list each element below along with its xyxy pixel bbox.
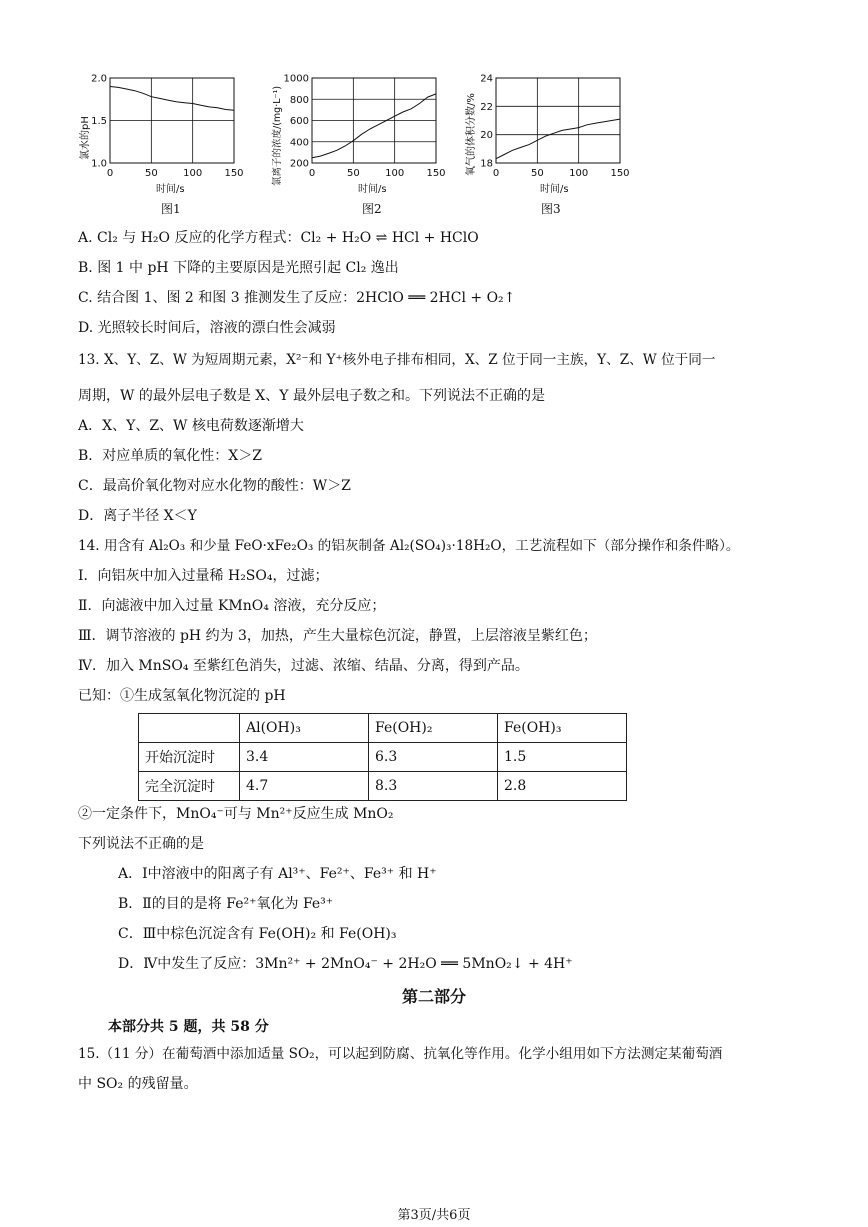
chart-3-ytick-label: 18 [480,158,493,170]
chart-3-plot-frame [496,78,620,163]
chart-2-xtick-label: 150 [426,168,446,179]
q14-option-d: D．Ⅳ中发生了反应：3Mn²⁺ + 2MnO₄⁻ + 2H₂O ══ 5MnO₂↓ + 4H⁺ [118,956,573,972]
part-2-title: 第二部分 [401,987,466,1006]
figure-3 [462,68,632,202]
chart-3-series-line [496,119,620,159]
chart-chloride [268,68,448,198]
table-cell: 开始沉淀时 [139,743,240,772]
q14-option-c: C．Ⅲ中棕色沉淀含有 Fe(OH)₂ 和 Fe(OH)₃ [118,926,397,942]
q15-line-1: 15.（11 分）在葡萄酒中添加适量 SO₂，可以起到防腐、抗氧化等作用。化学小组用如下方法测定某葡萄酒 [78,1046,723,1062]
chart-1-ytick-label: 1.5 [91,116,107,127]
q12-option-c: C. 结合图 1、图 2 和图 3 推测发生了反应：2HClO ══ 2HCl + O₂↑ [78,290,516,306]
chart-1-xlabel: 时间/s [156,184,185,195]
page-footer: 第3页/共6页 [397,1208,471,1223]
table-cell: 8.3 [369,772,498,801]
q14-step-1: Ⅰ．向铝灰中加入过量稀 H₂SO₄，过滤； [78,568,329,584]
figure-1 [74,68,244,202]
chart-1-xtick-label: 150 [224,168,244,179]
chart-3-xlabel: 时间/s [540,184,569,195]
chart-1-ylabel: 氯水的pH [80,116,91,160]
q14-option-a: A．Ⅰ中溶液中的阳离子有 Al³⁺、Fe²⁺、Fe³⁺ 和 H⁺ [118,866,437,882]
chart-3-ytick-label: 24 [480,73,493,85]
chart-3-xtick-label: 150 [610,168,630,179]
figure-3-caption: 图3 [541,202,561,216]
table-header-cell: Fe(OH)₃ [498,714,627,743]
q14-step-4: Ⅳ．加入 MnSO₄ 至紫红色消失，过滤、浓缩、结晶、分离，得到产品。 [78,658,529,674]
figure-2 [268,68,448,202]
chart-2-xlabel: 时间/s [358,184,387,195]
part-2-note: 本部分共 5 题，共 58 分 [108,1019,269,1035]
chart-ph [74,68,244,198]
chart-2-series-line [312,94,436,158]
chart-1-xtick-label: 50 [144,168,158,179]
table-header-cell: Al(OH)₃ [240,714,369,743]
chart-2-ytick-label: 600 [289,116,309,127]
chart-2-ytick-label: 200 [289,158,309,170]
q14-ask: 下列说法不正确的是 [78,836,204,852]
ph-table [138,713,627,801]
q15-line-2: 中 SO₂ 的残留量。 [78,1076,198,1092]
q14-known-2: ②一定条件下，MnO₄⁻可与 Mn²⁺反应生成 MnO₂ [78,806,394,822]
chart-2-ytick-label: 1000 [283,73,309,85]
q14-stem: 14. 用含有 Al₂O₃ 和少量 FeO·xFe₂O₃ 的铝灰制备 Al₂(SO₄)₃·18H₂O，工艺流程如下（部分操作和条件略）。 [78,538,740,554]
chart-2-xtick-label: 100 [385,168,405,179]
figure-1-caption: 图1 [161,202,181,216]
table-header-row [139,714,627,743]
chart-1-xtick-label: 100 [183,168,203,179]
figure-2-caption: 图2 [362,202,382,216]
chart-1-series-line [110,87,234,111]
q14-known-1: 已知：①生成氢氧化物沉淀的 pH [78,688,286,704]
q14-step-2: Ⅱ．向滤液中加入过量 KMnO₄ 溶液，充分反应； [78,598,386,614]
table-cell: 完全沉淀时 [139,772,240,801]
q13-option-a: A．X、Y、Z、W 核电荷数逐渐增大 [78,418,304,434]
chart-2-ylabel: 氯离子的浓度/(mg·L⁻¹) [272,85,283,186]
chart-2-xtick-label: 0 [308,168,316,179]
table-cell: 3.4 [240,743,369,772]
q12-option-d: D. 光照较长时间后，溶液的漂白性会减弱 [78,320,336,336]
table-cell: 4.7 [240,772,369,801]
q13-option-c: C．最高价氧化物对应水化物的酸性：W＞Z [78,478,351,494]
table-row [139,772,627,801]
q14-option-b: B．Ⅱ的目的是将 Fe²⁺氧化为 Fe³⁺ [118,896,334,912]
q13-option-d: D．离子半径 X＜Y [78,508,197,524]
chart-3-ytick-label: 20 [480,130,493,142]
chart-2-ytick-label: 400 [289,137,309,149]
q12-option-a: A. Cl₂ 与 H₂O 反应的化学方程式：Cl₂ + H₂O ⇌ HCl + HClO [78,230,479,246]
q13-stem-line1: 13. X、Y、Z、W 为短周期元素，X²⁻和 Y⁺核外电子排布相同，X、Z 位于同一主族，Y、Z、W 位于同一 [78,352,716,368]
table-header-cell: Fe(OH)₂ [369,714,498,743]
chart-2-ytick-label: 800 [289,94,309,106]
q14-step-3: Ⅲ．调节溶液的 pH 约为 3，加热，产生大量棕色沉淀，静置，上层溶液呈紫红色； [78,628,597,644]
q13-option-b: B．对应单质的氧化性：X＞Z [78,448,262,464]
q13-stem-line2: 周期，W 的最外层电子数是 X、Y 最外层电子数之和。下列说法不正确的是 [78,388,545,404]
table-header-cell [139,714,240,743]
chart-oxygen [462,68,632,198]
table-cell: 1.5 [498,743,627,772]
chart-3-xtick-label: 100 [569,168,589,179]
chart-3-xtick-label: 50 [530,168,544,179]
chart-3-ytick-label: 22 [480,101,493,113]
table-row [139,743,627,772]
chart-1-ytick-label: 2.0 [91,73,107,85]
q12-option-b: B. 图 1 中 pH 下降的主要原因是光照引起 Cl₂ 逸出 [78,260,399,276]
chart-2-xtick-label: 50 [346,168,360,179]
chart-3-xtick-label: 0 [492,168,500,179]
chart-3-ylabel: 氧气的体积分数/% [466,93,477,176]
table-cell: 6.3 [369,743,498,772]
chart-1-ytick-label: 1.0 [91,158,107,170]
chart-1-xtick-label: 0 [106,168,114,179]
table-cell: 2.8 [498,772,627,801]
